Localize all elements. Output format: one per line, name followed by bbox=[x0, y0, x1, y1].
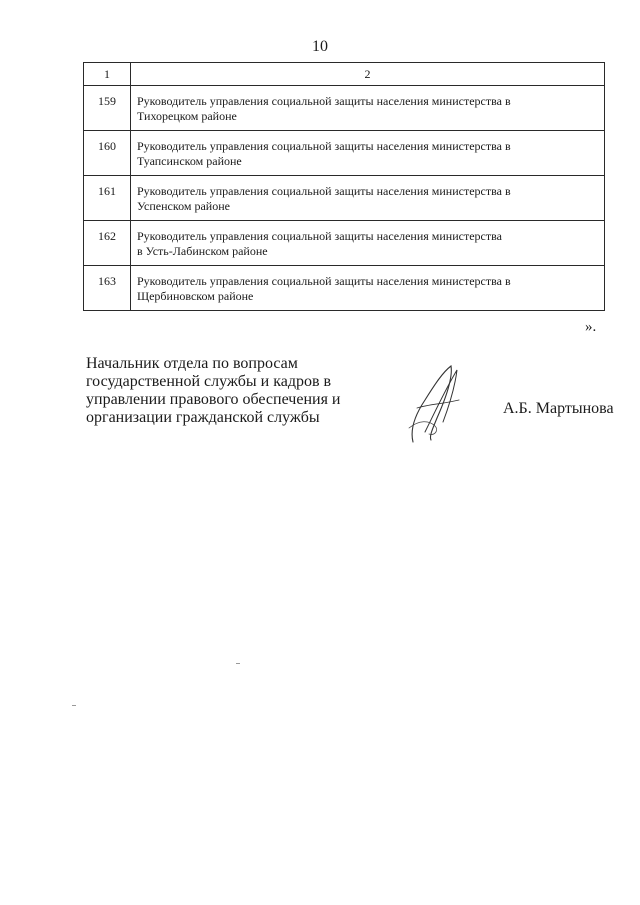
row-position-title bbox=[131, 131, 605, 176]
row-text-line: Щербиновском районе bbox=[137, 289, 254, 303]
page-number: 10 bbox=[312, 38, 328, 55]
row-text-line: Успенском районе bbox=[137, 199, 230, 213]
row-text-line: Туапсинском районе bbox=[137, 154, 242, 168]
row-position-title bbox=[131, 266, 605, 311]
row-position-title bbox=[131, 86, 605, 131]
row-number: 161 bbox=[84, 176, 131, 221]
row-text-line: Руководитель управления социальной защиты населения министерства в bbox=[137, 274, 511, 288]
closing-quote: ». bbox=[585, 319, 597, 335]
position-line: государственной службы и кадров в bbox=[86, 373, 332, 390]
position-line: управлении правового обеспечения и bbox=[86, 391, 341, 408]
column-header-number: 1 bbox=[84, 63, 131, 86]
table-row bbox=[84, 266, 605, 311]
table-row bbox=[84, 131, 605, 176]
table-row bbox=[84, 86, 605, 131]
row-number: 163 bbox=[84, 266, 131, 311]
scan-speck bbox=[72, 705, 76, 706]
position-line: организации гражданской службы bbox=[86, 409, 320, 426]
row-position-title bbox=[131, 176, 605, 221]
row-text-line: Руководитель управления социальной защиты населения министерства в bbox=[137, 94, 511, 108]
signer-name: А.Б. Мартынова bbox=[503, 400, 614, 417]
row-text-line: Руководитель управления социальной защиты населения министерства в bbox=[137, 184, 511, 198]
table-header-row bbox=[84, 63, 605, 86]
row-number: 159 bbox=[84, 86, 131, 131]
column-header-title: 2 bbox=[131, 63, 605, 86]
row-text-line: Руководитель управления социальной защиты населения министерства в bbox=[137, 139, 511, 153]
table-row bbox=[84, 221, 605, 266]
table-row bbox=[84, 176, 605, 221]
row-position-title bbox=[131, 221, 605, 266]
handwritten-signature bbox=[395, 360, 475, 445]
row-text-line: Руководитель управления социальной защиты населения министерства bbox=[137, 229, 502, 243]
row-number: 160 bbox=[84, 131, 131, 176]
row-text-line: в Усть-Лабинском районе bbox=[137, 244, 268, 258]
row-text-line: Тихорецком районе bbox=[137, 109, 237, 123]
position-line: Начальник отдела по вопросам bbox=[86, 355, 298, 372]
scan-speck bbox=[236, 663, 240, 664]
positions-table bbox=[83, 62, 605, 311]
row-number: 162 bbox=[84, 221, 131, 266]
signatory-position bbox=[86, 355, 386, 427]
